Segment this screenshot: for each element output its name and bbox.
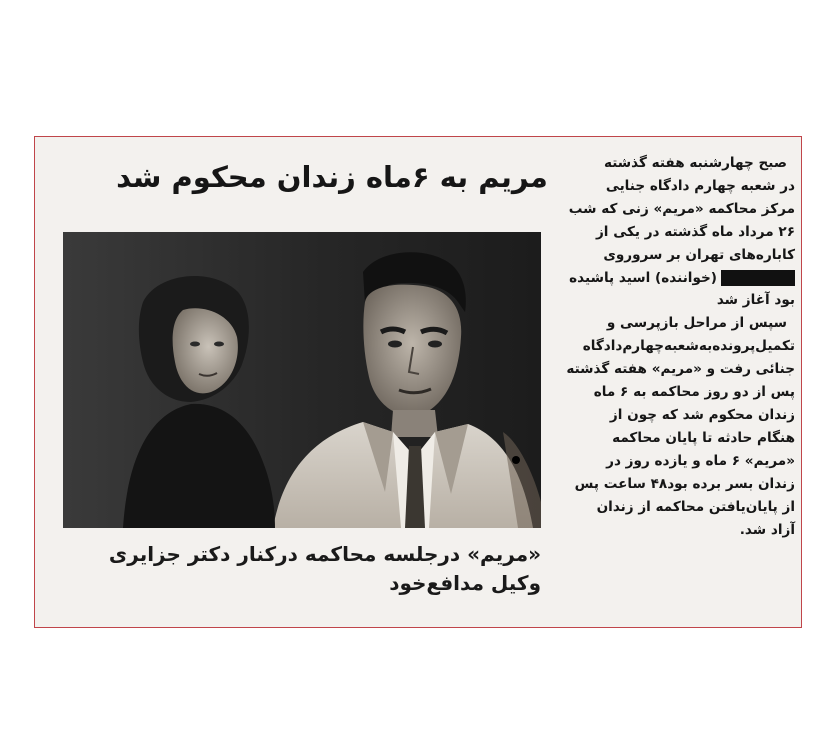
- article-line: در شعبه چهارم دادگاه جنایی: [605, 177, 795, 194]
- article-line: [563, 267, 795, 290]
- court-photo: [63, 232, 541, 528]
- article-line: آزاد شد.: [739, 521, 795, 538]
- article-line: کاباره‌های تهران بر سروروی: [603, 246, 795, 263]
- article-line: سپس از مراحل بازپرسی و: [606, 315, 787, 332]
- caption-line: «مریم» درجلسه محاکمه درکنار دکتر جزایری: [108, 542, 541, 566]
- article-line: «مریم» ۶ ماه و یازده روز در: [606, 452, 795, 469]
- article-line: بود آغاز شد: [716, 292, 795, 309]
- article-line: مرکز محاکمه «مریم» زنی که شب: [568, 200, 795, 217]
- headline: مریم به ۶ماه زندان محکوم شد: [116, 160, 548, 194]
- article-line: صبح چهارشنبه هفته گذشته: [603, 155, 787, 171]
- article-line-text: (خواننده) اسید پاشیده: [569, 269, 717, 286]
- redaction-bar: [721, 270, 795, 286]
- article-line: ۲۶ مرداد ماه گذشته در یکی از: [595, 223, 795, 240]
- article-line: جنائی رفت و «مریم» هفته گذشته: [566, 361, 795, 378]
- newspaper-clipping: [34, 136, 802, 628]
- article-line: زندان محکوم شد که چون از: [609, 406, 795, 423]
- article-line: زندان بسر برده بود۴۸ ساعت پس: [574, 475, 795, 492]
- ink-dot: [512, 456, 520, 464]
- caption-line: وکیل مدافع‌خود: [389, 571, 541, 595]
- photo-caption: [41, 540, 541, 598]
- article-line: از پایان‌یافتن محاکمه از زندان: [596, 498, 795, 515]
- article-text: [563, 152, 795, 541]
- article-line: هنگام حادثه تا پایان محاکمه: [612, 429, 795, 446]
- article-line: پس از دو روز محاکمه به ۶ ماه: [593, 384, 795, 401]
- article-line: تکمیل‌پرونده‌به‌شعبه‌چهارم‌دادگاه: [582, 338, 795, 355]
